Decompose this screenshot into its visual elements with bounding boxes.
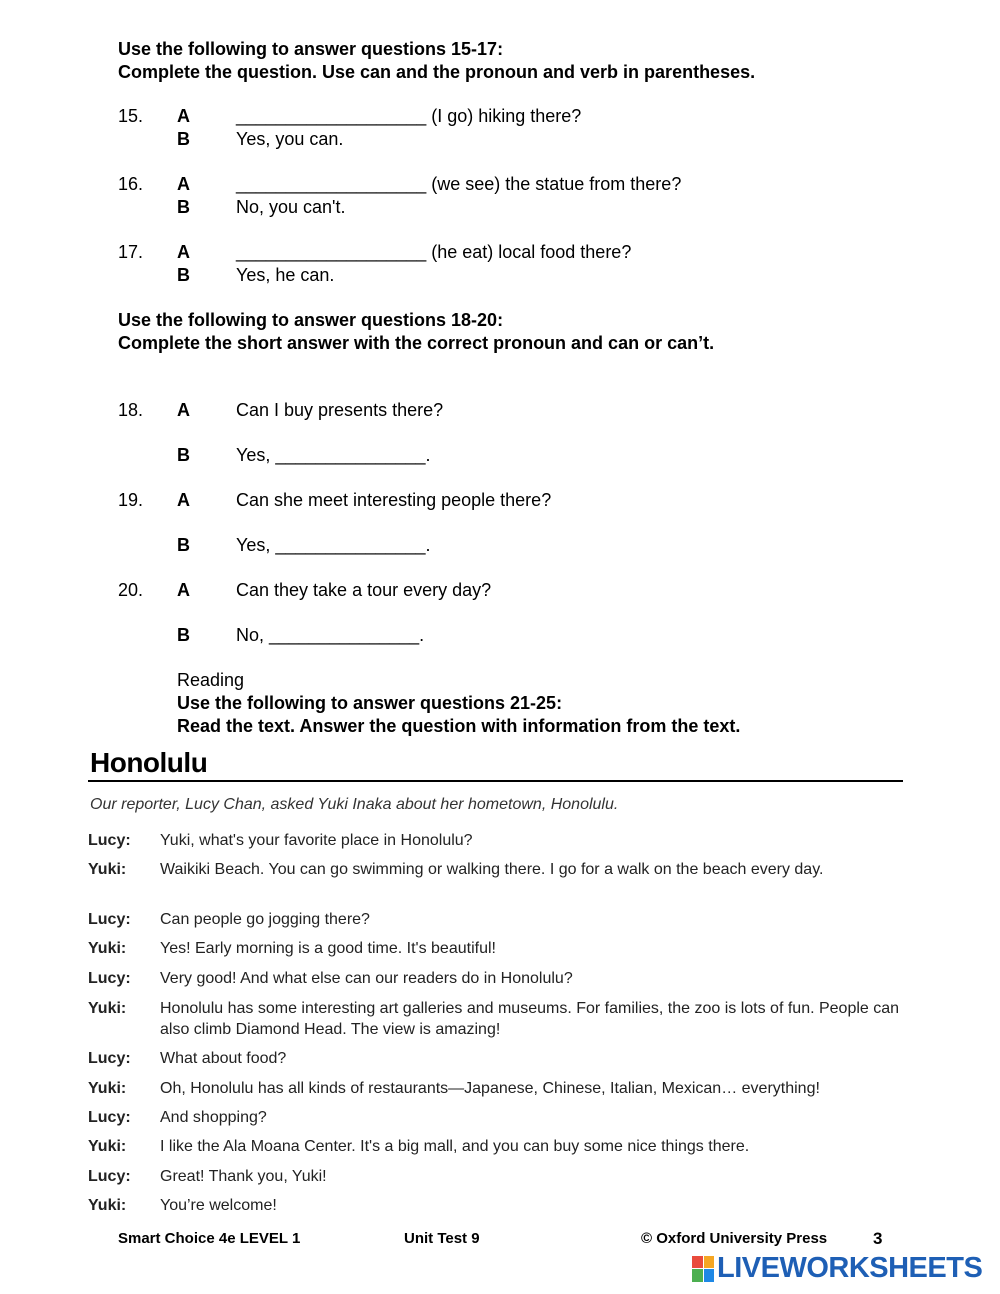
dialogue-speaker: Lucy: bbox=[88, 1050, 131, 1067]
footer-copyright: © Oxford University Press bbox=[641, 1230, 828, 1247]
speaker-a-18: A bbox=[177, 400, 190, 420]
dialogue-line: Very good! And what else can our readers do in Honolulu? bbox=[160, 970, 573, 987]
question-number-17: 17. bbox=[118, 242, 144, 262]
speaker-b-18: B bbox=[177, 445, 190, 465]
speaker-b-15: B bbox=[177, 129, 190, 149]
dialogue-speaker: Lucy: bbox=[88, 1109, 131, 1126]
instruction-15-17: Use the following to answer questions 15-17: bbox=[118, 39, 504, 59]
question-20: Can they take a tour every day? bbox=[236, 580, 492, 600]
answer-16: No, you can't. bbox=[236, 197, 346, 217]
dialogue-line: I like the Ala Moana Center. It's a big mall, and you can buy some nice things there. bbox=[160, 1138, 750, 1155]
dialogue-speaker: Lucy: bbox=[88, 970, 131, 987]
dialogue-line: Honolulu has some interesting art galleries and museums. For families, the zoo is lots of fun. People can also climb Diamond Head. The view is amazing! bbox=[160, 1000, 900, 1038]
instruction-21-25-detail: Read the text. Answer the question with information from the text. bbox=[177, 716, 741, 736]
reading-title: Honolulu bbox=[90, 747, 208, 778]
reading-intro: Our reporter, Lucy Chan, asked Yuki Inaka about her hometown, Honolulu. bbox=[90, 796, 619, 813]
logo-text: LIVEWORKSHEETS bbox=[717, 1252, 983, 1284]
footer-unit: Unit Test 9 bbox=[404, 1230, 480, 1247]
dialogue-speaker: Yuki: bbox=[88, 1080, 127, 1097]
dialogue-speaker: Yuki: bbox=[88, 1197, 127, 1214]
reading-label: Reading bbox=[177, 670, 245, 690]
speaker-b-19: B bbox=[177, 535, 190, 555]
dialogue-line: Waikiki Beach. You can go swimming or walking there. I go for a walk on the beach every day. bbox=[160, 861, 824, 878]
speaker-a-16: A bbox=[177, 174, 190, 194]
answer-17: Yes, he can. bbox=[236, 265, 335, 285]
dialogue-line: You’re welcome! bbox=[160, 1197, 277, 1214]
dialogue-line: Great! Thank you, Yuki! bbox=[160, 1168, 327, 1185]
instruction-21-25: Use the following to answer questions 21-25: bbox=[177, 693, 563, 713]
question-17-prompt[interactable]: ___________________ (he eat) local food there? bbox=[236, 242, 632, 262]
question-16-prompt[interactable]: ___________________ (we see) the statue from there? bbox=[236, 174, 682, 194]
speaker-a-20: A bbox=[177, 580, 190, 600]
dialogue-speaker: Lucy: bbox=[88, 911, 131, 928]
dialogue-speaker: Yuki: bbox=[88, 1138, 127, 1155]
liveworksheets-logo bbox=[692, 1252, 982, 1285]
title-divider bbox=[88, 780, 903, 782]
instruction-18-20: Use the following to answer questions 18-20: bbox=[118, 310, 504, 330]
dialogue-speaker: Yuki: bbox=[88, 1000, 127, 1017]
answer-18-blank[interactable]: Yes, _______________. bbox=[236, 445, 431, 465]
dialogue-line: Oh, Honolulu has all kinds of restaurants—Japanese, Chinese, Italian, Mexican… everything! bbox=[160, 1080, 820, 1097]
logo-icon bbox=[692, 1256, 714, 1282]
speaker-b-20: B bbox=[177, 625, 190, 645]
question-18: Can I buy presents there? bbox=[236, 400, 444, 420]
question-number-15: 15. bbox=[118, 106, 144, 126]
dialogue-line: Yes! Early morning is a good time. It's beautiful! bbox=[160, 940, 496, 957]
footer-book-title: Smart Choice 4e LEVEL 1 bbox=[118, 1230, 301, 1247]
answer-19-blank[interactable]: Yes, _______________. bbox=[236, 535, 431, 555]
dialogue-speaker: Yuki: bbox=[88, 940, 127, 957]
instruction-18-20-detail: Complete the short answer with the correct pronoun and can or can’t. bbox=[118, 333, 715, 353]
question-number-18: 18. bbox=[118, 400, 144, 420]
dialogue-speaker: Lucy: bbox=[88, 832, 131, 849]
speaker-b-17: B bbox=[177, 265, 190, 285]
question-19: Can she meet interesting people there? bbox=[236, 490, 552, 510]
speaker-a-15: A bbox=[177, 106, 190, 126]
dialogue-speaker: Lucy: bbox=[88, 1168, 131, 1185]
dialogue-line: Can people go jogging there? bbox=[160, 911, 370, 928]
dialogue-line: Yuki, what's your favorite place in Honolulu? bbox=[160, 832, 473, 849]
footer-page-number: 3 bbox=[873, 1229, 883, 1248]
dialogue-line: And shopping? bbox=[160, 1109, 267, 1126]
dialogue-line: What about food? bbox=[160, 1050, 287, 1067]
dialogue-speaker: Yuki: bbox=[88, 861, 127, 878]
instruction-15-17-detail: Complete the question. Use can and the pronoun and verb in parentheses. bbox=[118, 62, 756, 82]
question-number-20: 20. bbox=[118, 580, 144, 600]
speaker-a-17: A bbox=[177, 242, 190, 262]
answer-15: Yes, you can. bbox=[236, 129, 344, 149]
speaker-b-16: B bbox=[177, 197, 190, 217]
answer-20-blank[interactable]: No, _______________. bbox=[236, 625, 425, 645]
question-number-16: 16. bbox=[118, 174, 144, 194]
question-15-prompt[interactable]: ___________________ (I go) hiking there? bbox=[236, 106, 582, 126]
speaker-a-19: A bbox=[177, 490, 190, 510]
question-number-19: 19. bbox=[118, 490, 144, 510]
